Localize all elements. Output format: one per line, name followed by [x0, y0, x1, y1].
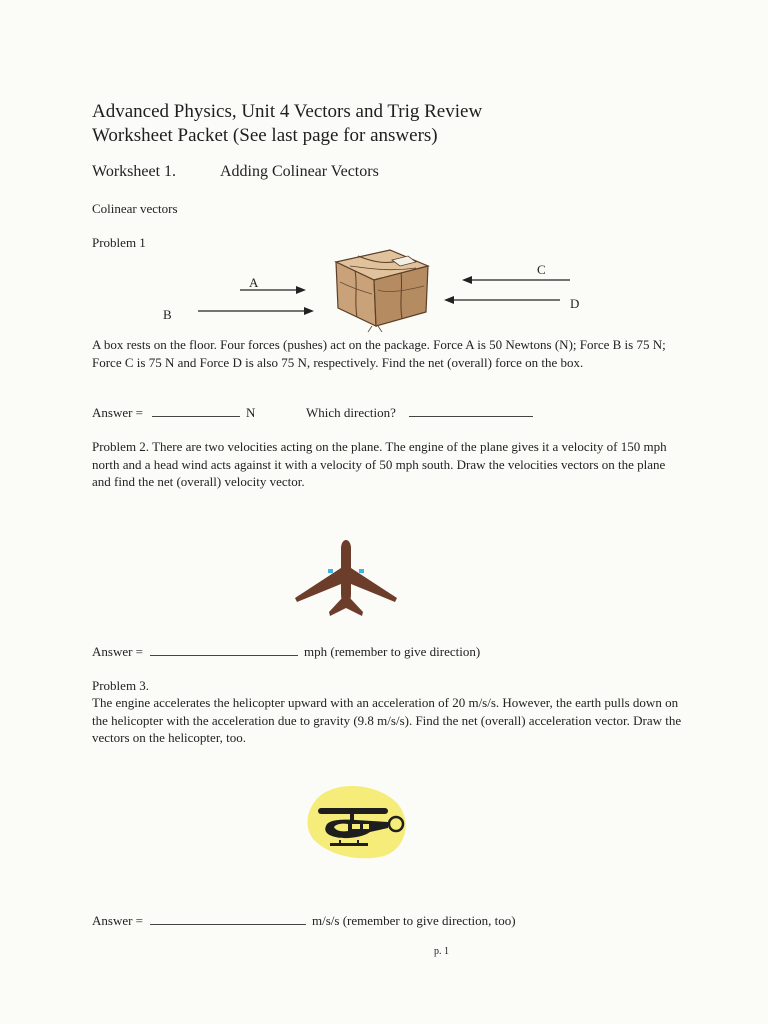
problem3-answer-unit: m/s/s (remember to give direction, too) [312, 913, 516, 928]
page-title-line2: Worksheet Packet (See last page for answers) [92, 125, 438, 146]
helicopter-illustration [300, 780, 412, 860]
problem1-direction-label: Which direction? [306, 405, 396, 420]
airplane-illustration [293, 538, 399, 622]
problem3-label: Problem 3. [92, 678, 150, 693]
problem1-answer-unit: N [246, 405, 256, 420]
problem2-answer-label: Answer = [92, 644, 144, 659]
problem1-label: Problem 1 [92, 235, 146, 250]
vector-label-d: D [570, 296, 580, 311]
vector-label-c: C [537, 262, 546, 277]
problem1-answer-blank[interactable] [152, 404, 240, 417]
vector-label-a: A [249, 275, 259, 290]
vector-a-arrow [238, 284, 308, 296]
worksheet-label: Worksheet 1. [92, 163, 177, 180]
problem2-answer-unit: mph (remember to give direction) [304, 644, 481, 659]
section-label: Colinear vectors [92, 201, 178, 216]
vector-d-arrow [442, 294, 562, 306]
problem1-answer-label: Answer = [92, 405, 144, 420]
vector-c-arrow [460, 274, 572, 286]
page-title-line1: Advanced Physics, Unit 4 Vectors and Trig Review [92, 101, 483, 122]
problem3-answer-label: Answer = [92, 913, 144, 928]
page-number: p. 1 [434, 946, 449, 957]
problem2-text: Problem 2. There are two velocities acting on the plane. The engine of the plane gives it a velocity of 150 mph north and a head wind acts against it with a velocity of 50 mph south. Draw the velocities vectors on the plane and find the net (overall) velocity vector. [92, 439, 667, 489]
box-illustration [328, 246, 434, 332]
problem2-answer-blank[interactable] [150, 643, 298, 656]
problem1-direction-blank[interactable] [409, 404, 533, 417]
worksheet-title: Adding Colinear Vectors [220, 163, 379, 180]
problem3-text: The engine accelerates the helicopter upward with an acceleration of 20 m/s/s. However, the earth pulls down on the helicopter with the acceleration due to gravity (9.8 m/s/s). Find the net (overall) acceleration vector. Draw the vectors on the helicopter, too. [92, 695, 682, 745]
problem3-answer-blank[interactable] [150, 912, 306, 925]
vector-label-b: B [163, 307, 172, 322]
problem1-text: A box rests on the floor. Four forces (pushes) act on the package. Force A is 50 Newtons (N); Force B is 75 N; Force C is 75 N and Force D is also 75 N, respectively. Find the net (overall) force on the box. [92, 337, 666, 370]
vector-b-arrow [196, 305, 316, 317]
